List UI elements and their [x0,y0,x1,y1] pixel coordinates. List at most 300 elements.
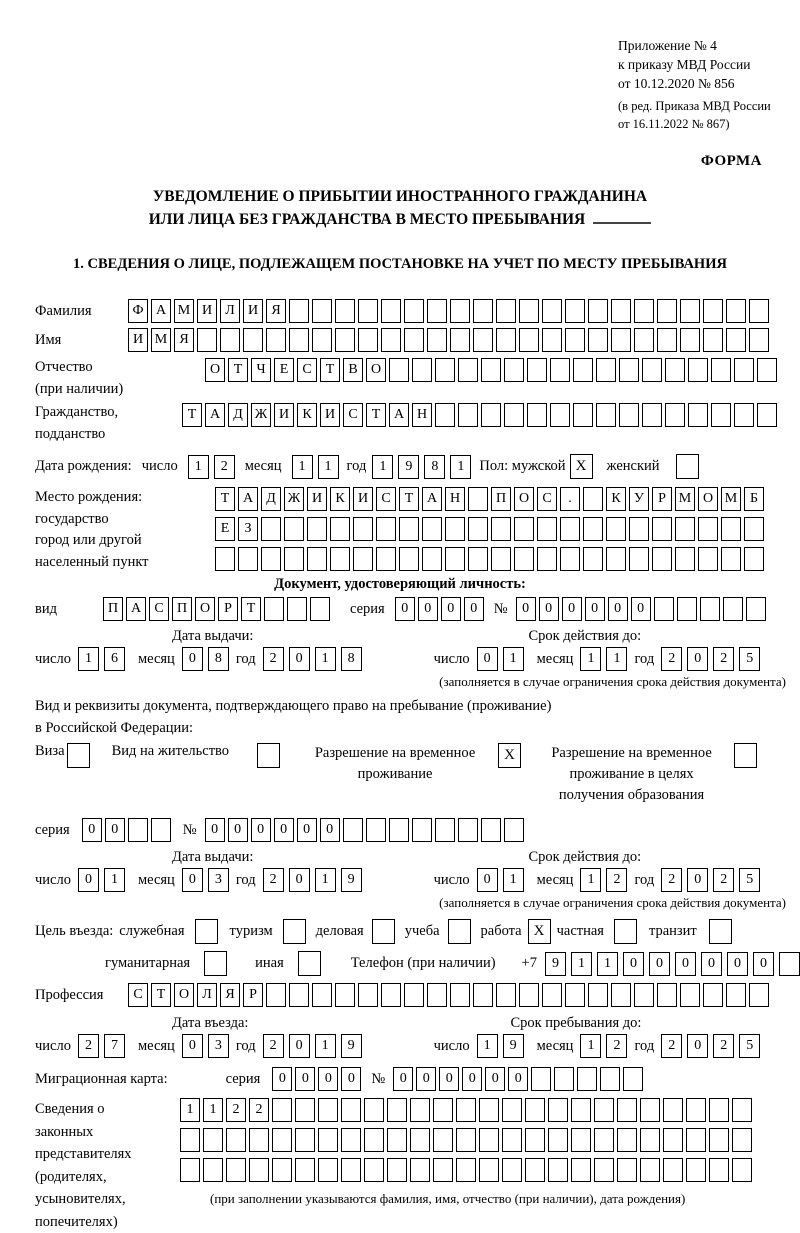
char-cell[interactable] [381,328,401,352]
char-cell[interactable] [732,1128,752,1152]
char-cell[interactable] [640,1158,660,1182]
char-cell[interactable]: 0 [295,1067,315,1091]
char-cell[interactable] [757,358,777,382]
char-cell[interactable]: 2 [713,647,734,671]
char-cell[interactable] [287,597,307,621]
char-cell[interactable] [491,547,511,571]
char-cell[interactable]: 1 [580,868,601,892]
char-cell[interactable]: Т [182,403,202,427]
char-cell[interactable] [588,328,608,352]
char-cell[interactable]: 1 [606,647,627,671]
char-cell[interactable] [611,983,631,1007]
char-cell[interactable] [617,1128,637,1152]
char-cell[interactable] [779,952,800,976]
char-cell[interactable] [634,328,654,352]
char-cell[interactable]: 9 [545,952,566,976]
char-cell[interactable] [548,1128,568,1152]
char-cell[interactable] [744,547,764,571]
char-cell[interactable] [573,403,593,427]
char-cell[interactable]: 3 [208,1034,229,1058]
char-cell[interactable] [757,403,777,427]
char-cell[interactable]: А [151,299,171,323]
char-cell[interactable]: Т [215,487,235,511]
char-cell[interactable]: 0 [687,647,708,671]
checkbox-male[interactable]: X [570,454,593,479]
char-cell[interactable] [203,1158,223,1182]
char-cell[interactable] [548,1158,568,1182]
char-cell[interactable]: Р [243,983,263,1007]
char-cell[interactable] [458,818,478,842]
char-cell[interactable]: 1 [104,868,125,892]
profession-input[interactable] [128,983,769,1007]
char-cell[interactable] [468,547,488,571]
char-cell[interactable]: 7 [104,1034,125,1058]
char-cell[interactable] [335,299,355,323]
rvp-number-input[interactable] [205,818,524,842]
rvp-expiry-year-input[interactable] [661,868,760,892]
char-cell[interactable] [289,299,309,323]
char-cell[interactable]: 0 [289,868,310,892]
migration-number-input[interactable] [393,1067,643,1091]
char-cell[interactable]: О [366,358,386,382]
char-cell[interactable]: С [297,358,317,382]
char-cell[interactable] [445,547,465,571]
char-cell[interactable]: М [174,299,194,323]
char-cell[interactable]: 2 [263,1034,284,1058]
char-cell[interactable]: 0 [623,952,644,976]
char-cell[interactable] [353,547,373,571]
char-cell[interactable]: 9 [398,455,419,479]
char-cell[interactable]: 0 [462,1067,482,1091]
char-cell[interactable] [721,547,741,571]
char-cell[interactable] [663,1158,683,1182]
char-cell[interactable]: Н [412,403,432,427]
char-cell[interactable] [404,299,424,323]
char-cell[interactable]: 1 [580,1034,601,1058]
char-cell[interactable]: Ч [251,358,271,382]
char-cell[interactable] [749,299,769,323]
checkbox-sluzhebnaya[interactable] [195,919,218,944]
char-cell[interactable] [272,1158,292,1182]
char-cell[interactable] [634,299,654,323]
char-cell[interactable] [318,1098,338,1122]
char-cell[interactable] [642,358,662,382]
char-cell[interactable]: А [422,487,442,511]
char-cell[interactable]: Я [266,299,286,323]
char-cell[interactable] [514,547,534,571]
char-cell[interactable]: О [174,983,194,1007]
char-cell[interactable] [721,517,741,541]
char-cell[interactable] [502,1158,522,1182]
char-cell[interactable] [550,358,570,382]
char-cell[interactable] [180,1128,200,1152]
char-cell[interactable]: Ж [251,403,271,427]
char-cell[interactable] [404,328,424,352]
char-cell[interactable] [272,1128,292,1152]
char-cell[interactable]: 0 [289,647,310,671]
char-cell[interactable]: 1 [597,952,618,976]
char-cell[interactable]: 0 [608,597,628,621]
char-cell[interactable] [617,1098,637,1122]
char-cell[interactable] [343,818,363,842]
char-cell[interactable] [226,1128,246,1152]
char-cell[interactable] [399,517,419,541]
char-cell[interactable] [387,1158,407,1182]
char-cell[interactable] [341,1098,361,1122]
char-cell[interactable] [519,983,539,1007]
char-cell[interactable] [663,1098,683,1122]
checkbox-delovaya[interactable] [372,919,395,944]
checkbox-rvp-obrazovanie[interactable] [734,743,757,768]
char-cell[interactable] [677,597,697,621]
char-cell[interactable]: 0 [105,818,125,842]
char-cell[interactable] [249,1158,269,1182]
checkbox-inaya[interactable] [298,951,321,976]
char-cell[interactable]: С [149,597,169,621]
char-cell[interactable]: 0 [585,597,605,621]
char-cell[interactable] [560,547,580,571]
char-cell[interactable] [358,983,378,1007]
char-cell[interactable] [433,1128,453,1152]
char-cell[interactable] [427,328,447,352]
char-cell[interactable]: П [491,487,511,511]
char-cell[interactable] [665,403,685,427]
char-cell[interactable] [238,547,258,571]
char-cell[interactable] [542,983,562,1007]
char-cell[interactable] [600,1067,620,1091]
char-cell[interactable] [284,517,304,541]
char-cell[interactable] [698,517,718,541]
rvp-issue-month-input[interactable] [182,868,229,892]
char-cell[interactable] [680,983,700,1007]
char-cell[interactable]: 0 [701,952,722,976]
char-cell[interactable] [330,547,350,571]
char-cell[interactable]: О [195,597,215,621]
char-cell[interactable] [703,983,723,1007]
char-cell[interactable] [571,1098,591,1122]
char-cell[interactable] [640,1128,660,1152]
char-cell[interactable]: 1 [180,1098,200,1122]
char-cell[interactable]: 1 [503,868,524,892]
char-cell[interactable]: 3 [208,868,229,892]
char-cell[interactable] [433,1098,453,1122]
doc-kind-input[interactable] [103,597,330,621]
char-cell[interactable] [456,1158,476,1182]
char-cell[interactable] [565,983,585,1007]
char-cell[interactable] [295,1128,315,1152]
char-cell[interactable] [519,299,539,323]
char-cell[interactable]: Д [228,403,248,427]
char-cell[interactable]: У [629,487,649,511]
rvp-series-input[interactable] [82,818,171,842]
char-cell[interactable]: 0 [416,1067,436,1091]
char-cell[interactable]: А [389,403,409,427]
char-cell[interactable]: З [238,517,258,541]
char-cell[interactable]: Т [228,358,248,382]
char-cell[interactable] [310,597,330,621]
entry-month-input[interactable] [182,1034,229,1058]
char-cell[interactable] [307,547,327,571]
checkbox-viza[interactable] [67,743,90,768]
checkbox-chastnaya[interactable] [614,919,637,944]
checkbox-female[interactable] [676,454,699,479]
char-cell[interactable] [422,547,442,571]
until-year-input[interactable] [661,1034,760,1058]
char-cell[interactable]: 2 [263,868,284,892]
char-cell[interactable] [312,328,332,352]
char-cell[interactable] [700,597,720,621]
char-cell[interactable]: С [376,487,396,511]
char-cell[interactable] [611,299,631,323]
char-cell[interactable] [726,328,746,352]
char-cell[interactable] [364,1098,384,1122]
char-cell[interactable] [468,517,488,541]
char-cell[interactable]: 0 [274,818,294,842]
char-cell[interactable] [458,403,478,427]
char-cell[interactable] [341,1158,361,1182]
char-cell[interactable]: 1 [78,647,99,671]
char-cell[interactable] [450,983,470,1007]
rvp-issue-day-input[interactable] [78,868,125,892]
char-cell[interactable] [481,818,501,842]
char-cell[interactable]: Л [197,983,217,1007]
char-cell[interactable] [381,983,401,1007]
char-cell[interactable]: 5 [739,868,760,892]
char-cell[interactable] [619,403,639,427]
char-cell[interactable] [479,1128,499,1152]
char-cell[interactable] [433,1158,453,1182]
char-cell[interactable] [435,818,455,842]
char-cell[interactable]: 1 [477,1034,498,1058]
char-cell[interactable]: И [307,487,327,511]
char-cell[interactable] [456,1098,476,1122]
representatives-input-row2[interactable] [180,1128,752,1152]
char-cell[interactable] [358,299,378,323]
char-cell[interactable]: 2 [661,868,682,892]
char-cell[interactable]: 1 [503,647,524,671]
char-cell[interactable] [335,983,355,1007]
char-cell[interactable] [312,983,332,1007]
char-cell[interactable]: 1 [292,455,313,479]
char-cell[interactable]: 1 [318,455,339,479]
char-cell[interactable]: С [343,403,363,427]
char-cell[interactable]: 8 [208,647,229,671]
char-cell[interactable] [550,403,570,427]
char-cell[interactable] [364,1128,384,1152]
char-cell[interactable]: Е [274,358,294,382]
char-cell[interactable] [387,1098,407,1122]
doc-number-input[interactable] [516,597,766,621]
char-cell[interactable] [698,547,718,571]
char-cell[interactable] [560,517,580,541]
char-cell[interactable] [450,328,470,352]
char-cell[interactable] [657,328,677,352]
char-cell[interactable]: 0 [320,818,340,842]
citizenship-input[interactable] [182,403,777,427]
char-cell[interactable]: 0 [687,1034,708,1058]
char-cell[interactable] [381,299,401,323]
char-cell[interactable] [514,517,534,541]
char-cell[interactable] [548,1098,568,1122]
char-cell[interactable] [611,328,631,352]
char-cell[interactable]: Т [241,597,261,621]
char-cell[interactable]: 0 [441,597,461,621]
char-cell[interactable]: 9 [341,1034,362,1058]
char-cell[interactable]: Т [399,487,419,511]
char-cell[interactable]: 0 [182,647,203,671]
issue-day-input[interactable] [78,647,125,671]
char-cell[interactable]: Т [320,358,340,382]
char-cell[interactable] [588,299,608,323]
char-cell[interactable] [410,1158,430,1182]
char-cell[interactable]: И [274,403,294,427]
char-cell[interactable]: 1 [580,647,601,671]
char-cell[interactable]: 0 [78,868,99,892]
char-cell[interactable] [640,1098,660,1122]
issue-month-input[interactable] [182,647,229,671]
char-cell[interactable] [654,597,674,621]
char-cell[interactable]: А [238,487,258,511]
char-cell[interactable]: 1 [372,455,393,479]
char-cell[interactable] [554,1067,574,1091]
char-cell[interactable]: О [205,358,225,382]
char-cell[interactable]: Е [215,517,235,541]
char-cell[interactable]: С [128,983,148,1007]
char-cell[interactable]: М [675,487,695,511]
char-cell[interactable] [573,358,593,382]
char-cell[interactable] [226,1158,246,1182]
char-cell[interactable] [531,1067,551,1091]
char-cell[interactable]: А [205,403,225,427]
char-cell[interactable] [571,1128,591,1152]
char-cell[interactable]: И [353,487,373,511]
rvp-issue-year-input[interactable] [263,868,362,892]
char-cell[interactable] [412,818,432,842]
char-cell[interactable]: 0 [649,952,670,976]
char-cell[interactable]: 2 [713,1034,734,1058]
char-cell[interactable] [711,358,731,382]
char-cell[interactable] [619,358,639,382]
char-cell[interactable]: 0 [418,597,438,621]
char-cell[interactable] [525,1098,545,1122]
char-cell[interactable] [744,517,764,541]
char-cell[interactable] [435,403,455,427]
char-cell[interactable] [542,328,562,352]
char-cell[interactable]: 0 [485,1067,505,1091]
char-cell[interactable]: Л [220,299,240,323]
char-cell[interactable]: 0 [508,1067,528,1091]
char-cell[interactable]: Я [220,983,240,1007]
char-cell[interactable] [335,328,355,352]
char-cell[interactable] [266,983,286,1007]
char-cell[interactable] [726,299,746,323]
char-cell[interactable] [312,299,332,323]
char-cell[interactable] [427,983,447,1007]
char-cell[interactable] [456,1128,476,1152]
char-cell[interactable]: 0 [727,952,748,976]
char-cell[interactable] [479,1098,499,1122]
char-cell[interactable]: 1 [188,455,209,479]
char-cell[interactable] [504,818,524,842]
char-cell[interactable] [330,517,350,541]
char-cell[interactable] [675,517,695,541]
char-cell[interactable] [623,1067,643,1091]
char-cell[interactable] [197,328,217,352]
char-cell[interactable] [264,597,284,621]
char-cell[interactable] [491,517,511,541]
char-cell[interactable] [594,1158,614,1182]
char-cell[interactable] [481,358,501,382]
char-cell[interactable]: Я [174,328,194,352]
char-cell[interactable] [571,1158,591,1182]
char-cell[interactable] [358,328,378,352]
char-cell[interactable] [652,547,672,571]
char-cell[interactable]: И [243,299,263,323]
checkbox-vid-na-zhitelstvo[interactable] [257,743,280,768]
char-cell[interactable] [652,517,672,541]
char-cell[interactable] [376,517,396,541]
char-cell[interactable] [734,358,754,382]
char-cell[interactable]: 0 [82,818,102,842]
char-cell[interactable] [594,1128,614,1152]
char-cell[interactable]: 0 [539,597,559,621]
char-cell[interactable]: 8 [424,455,445,479]
char-cell[interactable]: 1 [315,868,336,892]
char-cell[interactable]: И [197,299,217,323]
char-cell[interactable] [663,1128,683,1152]
char-cell[interactable] [583,517,603,541]
name-input[interactable] [128,328,769,352]
char-cell[interactable] [711,403,731,427]
char-cell[interactable] [657,983,677,1007]
char-cell[interactable] [594,1098,614,1122]
char-cell[interactable] [479,1158,499,1182]
char-cell[interactable] [399,547,419,571]
char-cell[interactable] [284,547,304,571]
char-cell[interactable] [732,1098,752,1122]
char-cell[interactable]: Р [218,597,238,621]
char-cell[interactable] [389,358,409,382]
char-cell[interactable] [128,818,148,842]
char-cell[interactable]: 5 [739,647,760,671]
char-cell[interactable]: 1 [315,647,336,671]
char-cell[interactable]: . [560,487,580,511]
char-cell[interactable]: 2 [713,868,734,892]
char-cell[interactable] [565,328,585,352]
char-cell[interactable]: 2 [226,1098,246,1122]
char-cell[interactable]: 0 [297,818,317,842]
char-cell[interactable] [389,818,409,842]
char-cell[interactable] [366,818,386,842]
char-cell[interactable]: А [126,597,146,621]
char-cell[interactable]: 0 [631,597,651,621]
char-cell[interactable] [502,1098,522,1122]
char-cell[interactable]: 2 [606,1034,627,1058]
char-cell[interactable]: 8 [341,647,362,671]
char-cell[interactable] [266,328,286,352]
issue-year-input[interactable] [263,647,362,671]
char-cell[interactable] [732,1158,752,1182]
char-cell[interactable]: П [103,597,123,621]
char-cell[interactable]: 0 [439,1067,459,1091]
char-cell[interactable]: 0 [562,597,582,621]
char-cell[interactable]: 0 [228,818,248,842]
char-cell[interactable] [617,1158,637,1182]
birth-place-input-row1[interactable] [215,487,764,511]
char-cell[interactable] [527,403,547,427]
char-cell[interactable] [583,547,603,571]
char-cell[interactable] [565,299,585,323]
